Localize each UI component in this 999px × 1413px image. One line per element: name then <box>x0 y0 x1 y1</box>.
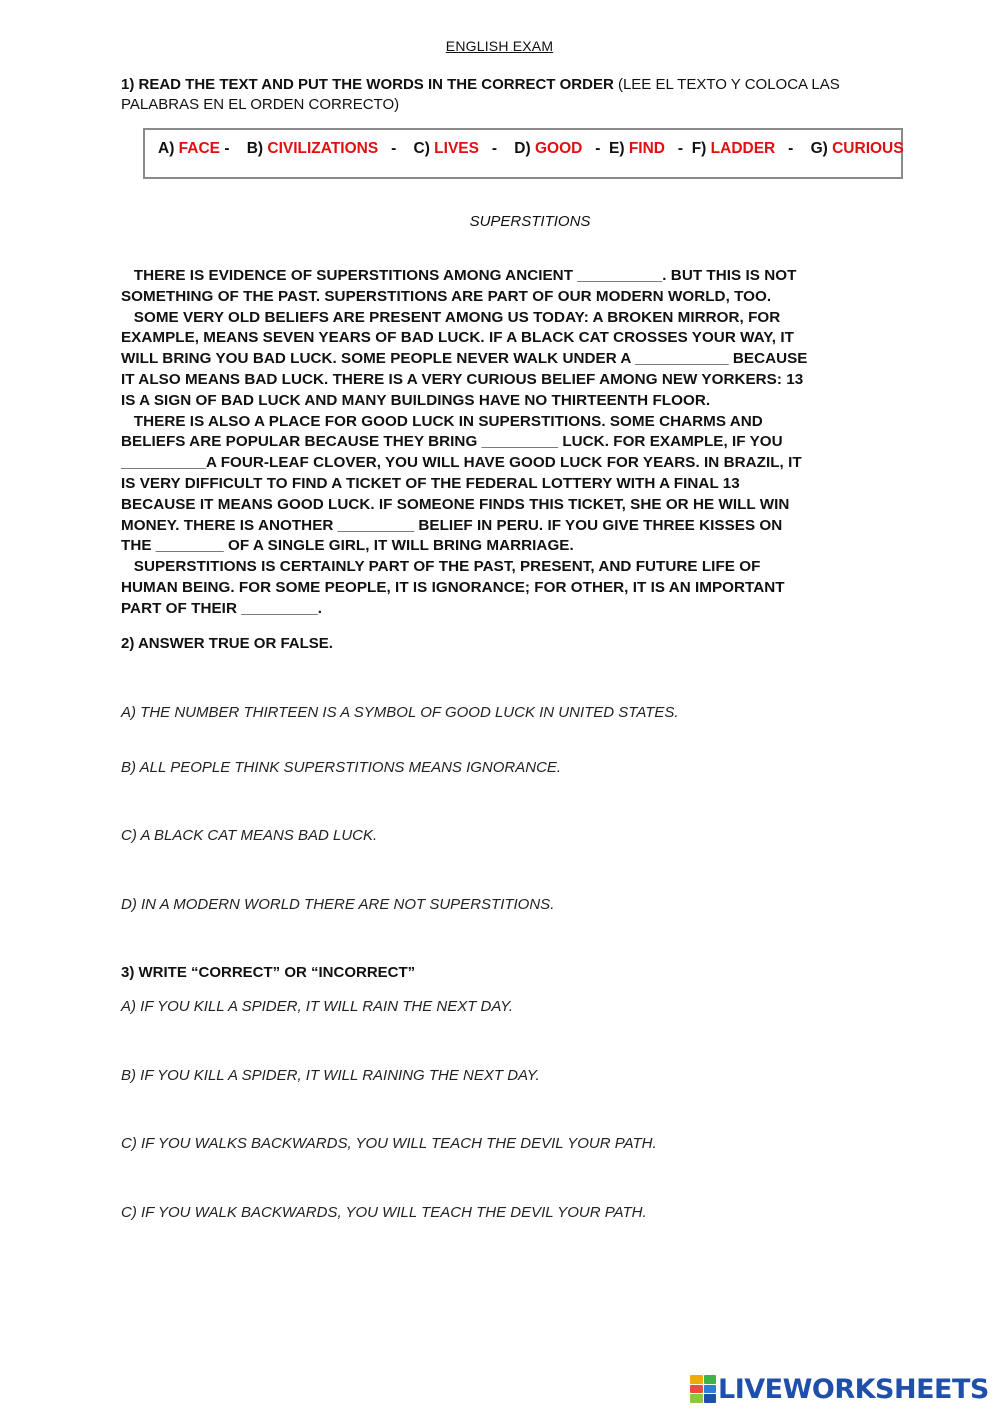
passage-line: THERE IS ALSO A PLACE FOR GOOD LUCK IN SUPERSTITIONS. SOME CHARMS AND <box>121 412 763 430</box>
correct-incorrect-item: C) IF YOU WALKS BACKWARDS, YOU WILL TEACH THE DEVIL YOUR PATH. <box>121 1135 657 1152</box>
passage-line: IS A SIGN OF BAD LUCK AND MANY BUILDINGS HAVE NO THIRTEENTH FLOOR. <box>121 391 711 409</box>
word-bank-word: LIVES <box>434 140 479 157</box>
word-bank-word: FIND <box>628 140 666 157</box>
true-false-item: C) A BLACK CAT MEANS BAD LUCK. <box>121 827 378 844</box>
word-bank-item: C) LIVES - <box>413 140 510 157</box>
logo-tile <box>690 1394 703 1403</box>
true-false-item: B) ALL PEOPLE THINK SUPERSTITIONS MEANS IGNORANCE. <box>121 759 562 776</box>
passage-line: THERE IS EVIDENCE OF SUPERSTITIONS AMONG ANCIENT __________. BUT THIS IS NOT <box>121 267 797 284</box>
passage-line: SOMETHING OF THE PAST. SUPERSTITIONS ARE PART OF OUR MODERN WORLD, TOO. <box>121 287 772 305</box>
word-bank-word: GOOD <box>534 140 583 157</box>
question-1-instruction-spanish: (LEE EL TEXTO Y COLOCA LAS PALABRAS EN EL ORDEN CORRECTO) <box>121 76 840 113</box>
question-1-instruction <box>121 75 861 115</box>
word-bank-item: A) FACE - <box>158 140 243 157</box>
word-bank-box <box>143 128 903 179</box>
logo-tile <box>704 1394 717 1403</box>
question-3-heading: 3) WRITE “CORRECT” OR “INCORRECT” <box>121 964 416 981</box>
liveworksheets-logo-icon <box>690 1375 716 1403</box>
passage-line: __________A FOUR-LEAF CLOVER, YOU WILL HAVE GOOD LUCK FOR YEARS. IN BRAZIL, IT <box>121 454 802 472</box>
logo-tile <box>690 1385 703 1394</box>
passage-line: BECAUSE IT MEANS GOOD LUCK. IF SOMEONE FINDS THIS TICKET, SHE OR HE WILL WIN <box>121 495 790 513</box>
word-bank-item: F) LADDER - <box>691 140 807 157</box>
word-bank-word: CIVILIZATIONS <box>267 140 379 157</box>
word-bank-item: G) CURIOUS <box>810 140 904 157</box>
liveworksheets-brand-text: LIVEWORKSHEETS <box>718 1373 989 1405</box>
exam-title: ENGLISH EXAM <box>445 38 554 54</box>
word-bank-word: LADDER <box>710 140 776 157</box>
passage-line: WILL BRING YOU BAD LUCK. SOME PEOPLE NEVER WALK UNDER A ___________ BECAUSE <box>121 350 808 368</box>
passage-line: HUMAN BEING. FOR SOME PEOPLE, IT IS IGNORANCE; FOR OTHER, IT IS AN IMPORTANT <box>121 578 785 596</box>
story-title: SUPERSTITIONS <box>469 213 591 230</box>
passage-line: IS VERY DIFFICULT TO FIND A TICKET OF THE FEDERAL LOTTERY WITH A FINAL 13 <box>121 474 740 492</box>
word-bank-word: CURIOUS <box>832 140 904 157</box>
logo-tile <box>690 1375 703 1384</box>
correct-incorrect-item: C) IF YOU WALK BACKWARDS, YOU WILL TEACH THE DEVIL YOUR PATH. <box>121 1204 647 1221</box>
liveworksheets-logo[interactable] <box>690 1372 989 1406</box>
passage-line: SUPERSTITIONS IS CERTAINLY PART OF THE PAST, PRESENT, AND FUTURE LIFE OF <box>121 558 761 576</box>
correct-incorrect-item: A) IF YOU KILL A SPIDER, IT WILL RAIN THE NEXT DAY. <box>121 998 514 1015</box>
question-1-instruction-english: 1) READ THE TEXT AND PUT THE WORDS IN THE CORRECT ORDER <box>121 76 614 93</box>
reading-passage <box>121 266 891 620</box>
passage-line: BELIEFS ARE POPULAR BECAUSE THEY BRING _________ LUCK. FOR EXAMPLE, IF YOU <box>121 433 783 451</box>
logo-tile <box>704 1375 717 1384</box>
logo-tile <box>704 1385 717 1394</box>
passage-line: MONEY. THERE IS ANOTHER _________ BELIEF IN PERU. IF YOU GIVE THREE KISSES ON <box>121 516 783 534</box>
true-false-item: D) IN A MODERN WORLD THERE ARE NOT SUPERSTITIONS. <box>121 896 555 913</box>
word-bank-item: D) GOOD - <box>514 140 605 157</box>
passage-line: EXAMPLE, MEANS SEVEN YEARS OF BAD LUCK. IF A BLACK CAT CROSSES YOUR WAY, IT <box>121 329 794 347</box>
true-false-item: A) THE NUMBER THIRTEEN IS A SYMBOL OF GOOD LUCK IN UNITED STATES. <box>121 704 679 721</box>
passage-line: THE ________ OF A SINGLE GIRL, IT WILL BRING MARRIAGE. <box>121 537 574 555</box>
word-bank-item: E) FIND - <box>609 140 688 157</box>
correct-incorrect-item: B) IF YOU KILL A SPIDER, IT WILL RAINING THE NEXT DAY. <box>121 1067 540 1084</box>
passage-line: IT ALSO MEANS BAD LUCK. THERE IS A VERY CURIOUS BELIEF AMONG NEW YORKERS: 13 <box>121 370 804 388</box>
passage-line: PART OF THEIR _________. <box>121 599 322 617</box>
question-2-heading: 2) ANSWER TRUE OR FALSE. <box>121 635 333 652</box>
word-bank-item: B) CIVILIZATIONS - <box>246 140 410 157</box>
passage-line: SOME VERY OLD BELIEFS ARE PRESENT AMONG US TODAY: A BROKEN MIRROR, FOR <box>121 308 781 326</box>
word-bank-word: FACE <box>178 140 221 157</box>
